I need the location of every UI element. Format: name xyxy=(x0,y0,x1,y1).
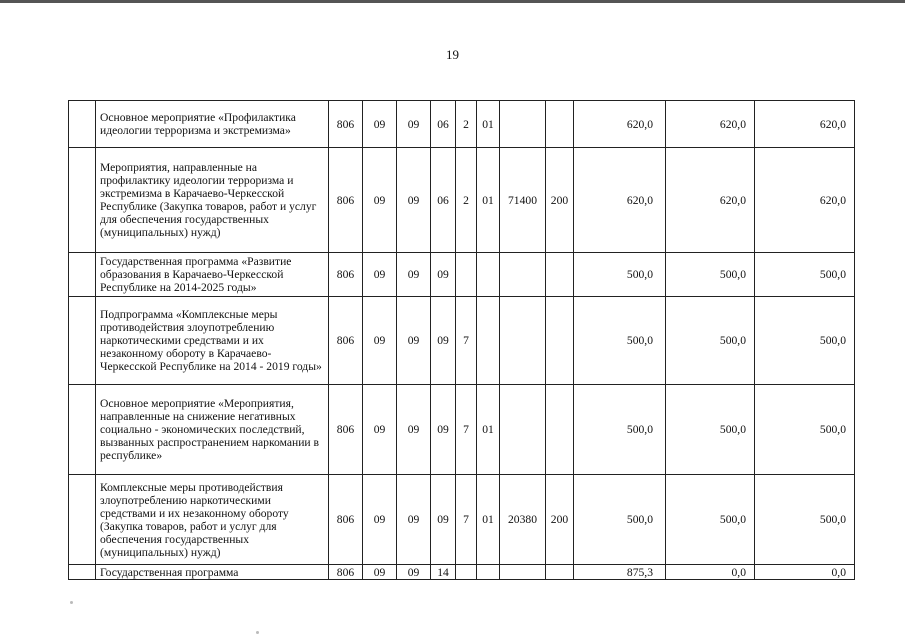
blank-cell xyxy=(69,101,96,148)
sum-year-2: 620,0 xyxy=(666,148,755,253)
item-name: Государственная программа «Развитие образования в Карачаево-Черкесской Республике на 2014-2025 годы» xyxy=(96,253,329,297)
expense-type-code: 200 xyxy=(546,475,574,565)
direction-code: 71400 xyxy=(500,148,546,253)
blank-cell xyxy=(69,297,96,385)
section-code: 09 xyxy=(363,253,397,297)
subprogram-code: 2 xyxy=(456,101,477,148)
sum-year-3: 620,0 xyxy=(755,101,855,148)
sum-year-3: 500,0 xyxy=(755,475,855,565)
subprogram-code: 2 xyxy=(456,148,477,253)
program-code: 06 xyxy=(431,148,456,253)
blank-cell xyxy=(69,148,96,253)
activity-code xyxy=(477,253,500,297)
scan-top-edge xyxy=(0,0,905,3)
direction-code xyxy=(500,101,546,148)
activity-code: 01 xyxy=(477,148,500,253)
item-name: Основное мероприятие «Профилактика идеологии терроризма и экстремизма» xyxy=(96,101,329,148)
blank-cell xyxy=(69,475,96,565)
sum-year-2: 500,0 xyxy=(666,297,755,385)
activity-code: 01 xyxy=(477,385,500,475)
subprogram-code: 7 xyxy=(456,385,477,475)
sum-year-3: 620,0 xyxy=(755,148,855,253)
ved-code: 806 xyxy=(329,253,363,297)
sum-year-3: 500,0 xyxy=(755,253,855,297)
ved-code: 806 xyxy=(329,565,363,580)
table-row xyxy=(69,565,855,580)
subsection-code: 09 xyxy=(397,101,431,148)
expense-type-code xyxy=(546,385,574,475)
item-name: Основное мероприятие «Мероприятия, направленные на снижение негативных социально - экономических последствий, вызванных распространением наркомании в республике» xyxy=(96,385,329,475)
sum-year-3: 500,0 xyxy=(755,385,855,475)
item-name: Подпрограмма «Комплексные меры противодействия злоупотреблению наркотическими средствами и их незаконному обороту в Карачаево-Черкесской Республике на 2014 - 2019 годы» xyxy=(96,297,329,385)
sum-year-2: 620,0 xyxy=(666,101,755,148)
sum-year-1: 500,0 xyxy=(574,253,666,297)
table-body xyxy=(69,101,855,580)
subprogram-code xyxy=(456,253,477,297)
program-code: 09 xyxy=(431,385,456,475)
subsection-code: 09 xyxy=(397,385,431,475)
sum-year-2: 500,0 xyxy=(666,475,755,565)
direction-code: 20380 xyxy=(500,475,546,565)
table-row xyxy=(69,385,855,475)
subsection-code: 09 xyxy=(397,475,431,565)
activity-code: 01 xyxy=(477,475,500,565)
expense-type-code: 200 xyxy=(546,148,574,253)
direction-code xyxy=(500,565,546,580)
sum-year-2: 500,0 xyxy=(666,385,755,475)
sum-year-1: 620,0 xyxy=(574,148,666,253)
section-code: 09 xyxy=(363,385,397,475)
section-code: 09 xyxy=(363,565,397,580)
table-row xyxy=(69,148,855,253)
page-number: 19 xyxy=(446,47,459,62)
direction-code xyxy=(500,385,546,475)
expense-type-code xyxy=(546,297,574,385)
sum-year-2: 0,0 xyxy=(666,565,755,580)
scan-speck xyxy=(70,601,73,604)
sum-year-3: 0,0 xyxy=(755,565,855,580)
blank-cell xyxy=(69,565,96,580)
table-row xyxy=(69,297,855,385)
item-name: Комплексные меры противодействия злоупотреблению наркотическими средствами и их незаконному обороту (Закупка товаров, работ и услуг для обеспечения государственных (муниципальных) нужд) xyxy=(96,475,329,565)
subsection-code: 09 xyxy=(397,297,431,385)
program-code: 09 xyxy=(431,253,456,297)
section-code: 09 xyxy=(363,101,397,148)
expense-type-code xyxy=(546,565,574,580)
budget-table xyxy=(68,100,855,580)
blank-cell xyxy=(69,253,96,297)
subsection-code: 09 xyxy=(397,148,431,253)
activity-code xyxy=(477,565,500,580)
sum-year-1: 620,0 xyxy=(574,101,666,148)
sum-year-1: 500,0 xyxy=(574,297,666,385)
activity-code xyxy=(477,297,500,385)
blank-cell xyxy=(69,385,96,475)
ved-code: 806 xyxy=(329,101,363,148)
item-name: Мероприятия, направленные на профилактику идеологии терроризма и экстремизма в Карачаево-Черкесской Республике (Закупка товаров, работ и услуг для обеспечения государственных (муниципальных) нужд) xyxy=(96,148,329,253)
sum-year-3: 500,0 xyxy=(755,297,855,385)
sum-year-1: 500,0 xyxy=(574,475,666,565)
subsection-code: 09 xyxy=(397,253,431,297)
expense-type-code xyxy=(546,101,574,148)
ved-code: 806 xyxy=(329,148,363,253)
ved-code: 806 xyxy=(329,297,363,385)
sum-year-2: 500,0 xyxy=(666,253,755,297)
program-code: 09 xyxy=(431,297,456,385)
table-row xyxy=(69,101,855,148)
direction-code xyxy=(500,253,546,297)
program-code: 06 xyxy=(431,101,456,148)
table-row xyxy=(69,253,855,297)
expense-type-code xyxy=(546,253,574,297)
subprogram-code: 7 xyxy=(456,475,477,565)
section-code: 09 xyxy=(363,475,397,565)
subprogram-code: 7 xyxy=(456,297,477,385)
subprogram-code xyxy=(456,565,477,580)
activity-code: 01 xyxy=(477,101,500,148)
section-code: 09 xyxy=(363,297,397,385)
item-name: Государственная программа xyxy=(96,565,329,580)
sum-year-1: 500,0 xyxy=(574,385,666,475)
section-code: 09 xyxy=(363,148,397,253)
ved-code: 806 xyxy=(329,385,363,475)
sum-year-1: 875,3 xyxy=(574,565,666,580)
direction-code xyxy=(500,297,546,385)
ved-code: 806 xyxy=(329,475,363,565)
program-code: 09 xyxy=(431,475,456,565)
program-code: 14 xyxy=(431,565,456,580)
table-row xyxy=(69,475,855,565)
subsection-code: 09 xyxy=(397,565,431,580)
scan-speck xyxy=(256,631,259,634)
